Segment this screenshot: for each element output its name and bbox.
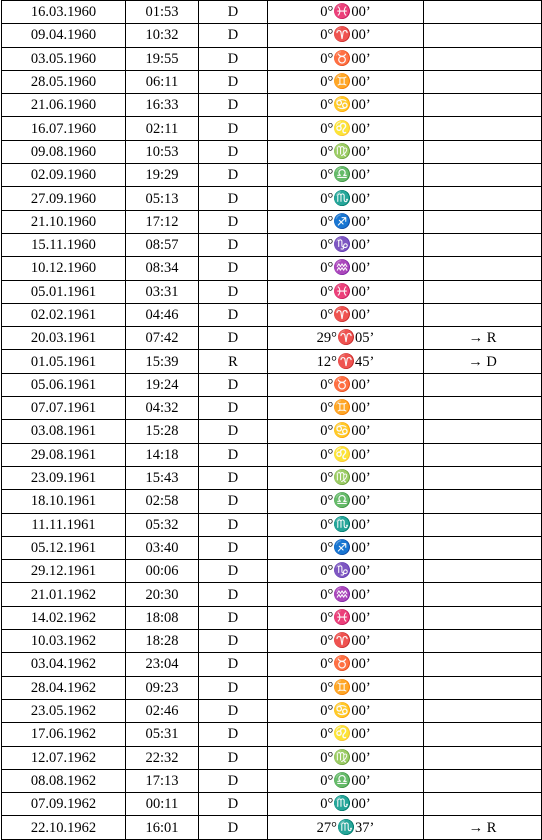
table-row [2, 117, 542, 140]
date-cell: 09.04.1960 [2, 24, 126, 47]
table-row [2, 94, 542, 117]
motion-cell: D [199, 560, 268, 583]
time-cell: 15:39 [126, 350, 199, 373]
date-cell: 03.04.1962 [2, 653, 126, 676]
note-cell [424, 420, 542, 443]
time-cell: 14:18 [126, 443, 199, 466]
date-cell: 23.05.1962 [2, 699, 126, 722]
note-cell [424, 47, 542, 70]
position-cell: 0°♉00’ [268, 653, 424, 676]
time-cell: 02:46 [126, 699, 199, 722]
note-cell [424, 164, 542, 187]
motion-cell: D [199, 117, 268, 140]
time-cell: 04:46 [126, 303, 199, 326]
table-row [2, 746, 542, 769]
table-row [2, 47, 542, 70]
date-cell: 27.09.1960 [2, 187, 126, 210]
note-cell: → R [424, 327, 542, 350]
table-row [2, 676, 542, 699]
date-cell: 17.06.1962 [2, 723, 126, 746]
position-cell: 0°♈00’ [268, 630, 424, 653]
table-row [2, 373, 542, 396]
date-cell: 09.08.1960 [2, 140, 126, 163]
position-cell: 0°♑00’ [268, 560, 424, 583]
table-row [2, 490, 542, 513]
table-row [2, 583, 542, 606]
note-cell [424, 373, 542, 396]
note-cell [424, 793, 542, 816]
time-cell: 03:40 [126, 536, 199, 559]
position-cell: 29°♈05’ [268, 327, 424, 350]
note-cell [424, 723, 542, 746]
time-cell: 02:11 [126, 117, 199, 140]
position-cell: 0°♊00’ [268, 397, 424, 420]
ephemeris-table [1, 0, 542, 840]
time-cell: 09:23 [126, 676, 199, 699]
table-row [2, 443, 542, 466]
note-cell [424, 653, 542, 676]
date-cell: 08.08.1962 [2, 769, 126, 792]
motion-cell: D [199, 420, 268, 443]
date-cell: 20.03.1961 [2, 327, 126, 350]
position-cell: 0°♎00’ [268, 490, 424, 513]
table-row [2, 1, 542, 24]
time-cell: 19:24 [126, 373, 199, 396]
position-cell: 0°♒00’ [268, 257, 424, 280]
table-row [2, 233, 542, 256]
table-row [2, 327, 542, 350]
time-cell: 08:57 [126, 233, 199, 256]
motion-cell: D [199, 397, 268, 420]
time-cell: 17:13 [126, 769, 199, 792]
date-cell: 03.05.1960 [2, 47, 126, 70]
motion-cell: D [199, 816, 268, 839]
note-cell [424, 583, 542, 606]
note-cell [424, 443, 542, 466]
position-cell: 0°♑00’ [268, 233, 424, 256]
position-cell: 0°♍00’ [268, 466, 424, 489]
date-cell: 29.12.1961 [2, 560, 126, 583]
motion-cell: D [199, 606, 268, 629]
time-cell: 01:53 [126, 1, 199, 24]
motion-cell: D [199, 280, 268, 303]
time-cell: 22:32 [126, 746, 199, 769]
date-cell: 21.10.1960 [2, 210, 126, 233]
table-row [2, 397, 542, 420]
motion-cell: D [199, 466, 268, 489]
time-cell: 18:28 [126, 630, 199, 653]
time-cell: 15:43 [126, 466, 199, 489]
table-row [2, 350, 542, 373]
motion-cell: D [199, 490, 268, 513]
note-cell [424, 280, 542, 303]
position-cell: 12°♈45’ [268, 350, 424, 373]
table-row [2, 630, 542, 653]
table-row [2, 513, 542, 536]
note-cell [424, 94, 542, 117]
motion-cell: D [199, 164, 268, 187]
note-cell [424, 187, 542, 210]
table-row [2, 210, 542, 233]
motion-cell: D [199, 723, 268, 746]
date-cell: 15.11.1960 [2, 233, 126, 256]
position-cell: 0°♏00’ [268, 513, 424, 536]
position-cell: 0°♌00’ [268, 443, 424, 466]
table-row [2, 187, 542, 210]
time-cell: 16:01 [126, 816, 199, 839]
date-cell: 21.06.1960 [2, 94, 126, 117]
position-cell: 0°♐00’ [268, 210, 424, 233]
note-cell [424, 303, 542, 326]
time-cell: 10:32 [126, 24, 199, 47]
note-cell [424, 466, 542, 489]
time-cell: 08:34 [126, 257, 199, 280]
note-cell [424, 397, 542, 420]
position-cell: 0°♏00’ [268, 187, 424, 210]
motion-cell: D [199, 536, 268, 559]
motion-cell: D [199, 47, 268, 70]
table-row [2, 723, 542, 746]
position-cell: 0°♉00’ [268, 373, 424, 396]
note-cell [424, 1, 542, 24]
date-cell: 02.02.1961 [2, 303, 126, 326]
date-cell: 11.11.1961 [2, 513, 126, 536]
date-cell: 05.01.1961 [2, 280, 126, 303]
motion-cell: D [199, 630, 268, 653]
date-cell: 10.03.1962 [2, 630, 126, 653]
note-cell: → D [424, 350, 542, 373]
time-cell: 06:11 [126, 70, 199, 93]
date-cell: 16.03.1960 [2, 1, 126, 24]
motion-cell: D [199, 513, 268, 536]
note-cell: → R [424, 816, 542, 839]
note-cell [424, 117, 542, 140]
date-cell: 07.09.1962 [2, 793, 126, 816]
time-cell: 05:32 [126, 513, 199, 536]
time-cell: 19:55 [126, 47, 199, 70]
motion-cell: D [199, 187, 268, 210]
time-cell: 00:06 [126, 560, 199, 583]
note-cell [424, 699, 542, 722]
position-cell: 0°♎00’ [268, 164, 424, 187]
position-cell: 0°♍00’ [268, 140, 424, 163]
table-row [2, 606, 542, 629]
position-cell: 27°♏37’ [268, 816, 424, 839]
position-cell: 0°♓00’ [268, 606, 424, 629]
position-cell: 0°♋00’ [268, 699, 424, 722]
time-cell: 05:31 [126, 723, 199, 746]
date-cell: 28.04.1962 [2, 676, 126, 699]
motion-cell: D [199, 210, 268, 233]
note-cell [424, 606, 542, 629]
table-row [2, 536, 542, 559]
date-cell: 16.07.1960 [2, 117, 126, 140]
table-row [2, 420, 542, 443]
motion-cell: D [199, 1, 268, 24]
table-row [2, 653, 542, 676]
position-cell: 0°♈00’ [268, 303, 424, 326]
date-cell: 05.06.1961 [2, 373, 126, 396]
time-cell: 20:30 [126, 583, 199, 606]
table-row [2, 793, 542, 816]
motion-cell: R [199, 350, 268, 373]
motion-cell: D [199, 94, 268, 117]
position-cell: 0°♌00’ [268, 117, 424, 140]
table-row [2, 303, 542, 326]
motion-cell: D [199, 140, 268, 163]
table-row [2, 164, 542, 187]
date-cell: 01.05.1961 [2, 350, 126, 373]
note-cell [424, 536, 542, 559]
time-cell: 19:29 [126, 164, 199, 187]
table-row [2, 769, 542, 792]
position-cell: 0°♍00’ [268, 746, 424, 769]
time-cell: 18:08 [126, 606, 199, 629]
date-cell: 12.07.1962 [2, 746, 126, 769]
date-cell: 03.08.1961 [2, 420, 126, 443]
position-cell: 0°♓00’ [268, 280, 424, 303]
time-cell: 10:53 [126, 140, 199, 163]
date-cell: 28.05.1960 [2, 70, 126, 93]
motion-cell: D [199, 303, 268, 326]
time-cell: 16:33 [126, 94, 199, 117]
date-cell: 22.10.1962 [2, 816, 126, 839]
position-cell: 0°♈00’ [268, 24, 424, 47]
date-cell: 07.07.1961 [2, 397, 126, 420]
time-cell: 04:32 [126, 397, 199, 420]
table-row [2, 816, 542, 839]
table-row [2, 699, 542, 722]
motion-cell: D [199, 443, 268, 466]
time-cell: 07:42 [126, 327, 199, 350]
note-cell [424, 140, 542, 163]
note-cell [424, 560, 542, 583]
position-cell: 0°♊00’ [268, 70, 424, 93]
ephemeris-table-body [2, 1, 542, 840]
motion-cell: D [199, 327, 268, 350]
time-cell: 23:04 [126, 653, 199, 676]
motion-cell: D [199, 257, 268, 280]
position-cell: 0°♋00’ [268, 94, 424, 117]
time-cell: 00:11 [126, 793, 199, 816]
date-cell: 23.09.1961 [2, 466, 126, 489]
table-row [2, 140, 542, 163]
motion-cell: D [199, 70, 268, 93]
table-row [2, 466, 542, 489]
time-cell: 03:31 [126, 280, 199, 303]
note-cell [424, 630, 542, 653]
table-row [2, 257, 542, 280]
motion-cell: D [199, 746, 268, 769]
motion-cell: D [199, 233, 268, 256]
date-cell: 05.12.1961 [2, 536, 126, 559]
note-cell [424, 746, 542, 769]
note-cell [424, 210, 542, 233]
time-cell: 17:12 [126, 210, 199, 233]
note-cell [424, 70, 542, 93]
note-cell [424, 513, 542, 536]
date-cell: 21.01.1962 [2, 583, 126, 606]
motion-cell: D [199, 676, 268, 699]
motion-cell: D [199, 24, 268, 47]
note-cell [424, 769, 542, 792]
date-cell: 14.02.1962 [2, 606, 126, 629]
motion-cell: D [199, 583, 268, 606]
table-row [2, 70, 542, 93]
position-cell: 0°♊00’ [268, 676, 424, 699]
note-cell [424, 233, 542, 256]
position-cell: 0°♒00’ [268, 583, 424, 606]
date-cell: 29.08.1961 [2, 443, 126, 466]
note-cell [424, 257, 542, 280]
time-cell: 05:13 [126, 187, 199, 210]
motion-cell: D [199, 653, 268, 676]
time-cell: 15:28 [126, 420, 199, 443]
date-cell: 10.12.1960 [2, 257, 126, 280]
table-row [2, 24, 542, 47]
table-row [2, 560, 542, 583]
position-cell: 0°♉00’ [268, 47, 424, 70]
motion-cell: D [199, 769, 268, 792]
table-row [2, 280, 542, 303]
position-cell: 0°♋00’ [268, 420, 424, 443]
date-cell: 18.10.1961 [2, 490, 126, 513]
position-cell: 0°♌00’ [268, 723, 424, 746]
position-cell: 0°♐00’ [268, 536, 424, 559]
motion-cell: D [199, 699, 268, 722]
motion-cell: D [199, 373, 268, 396]
note-cell [424, 490, 542, 513]
position-cell: 0°♏00’ [268, 793, 424, 816]
time-cell: 02:58 [126, 490, 199, 513]
position-cell: 0°♓00’ [268, 1, 424, 24]
date-cell: 02.09.1960 [2, 164, 126, 187]
motion-cell: D [199, 793, 268, 816]
note-cell [424, 24, 542, 47]
note-cell [424, 676, 542, 699]
position-cell: 0°♎00’ [268, 769, 424, 792]
